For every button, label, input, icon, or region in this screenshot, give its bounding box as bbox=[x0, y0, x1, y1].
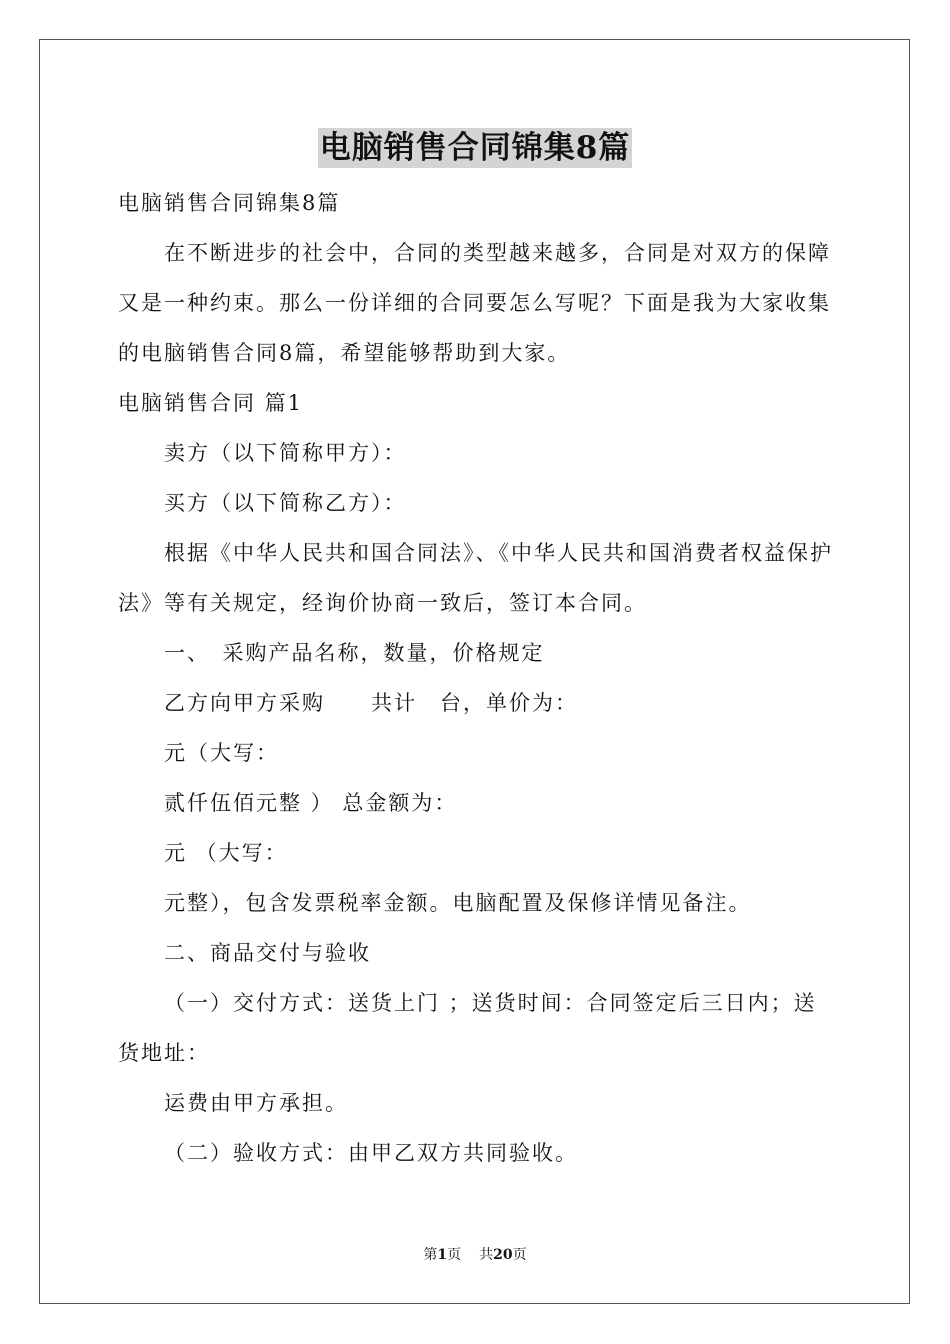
clause-1-heading: 一、 采购产品名称，数量，价格规定 bbox=[164, 641, 545, 665]
acceptance-line: （二）验收方式：由甲乙双方共同验收。 bbox=[164, 1141, 578, 1165]
invoice-note-line: 元整），包含发票税率金额。电脑配置及保修详情见备注。 bbox=[164, 891, 752, 915]
page-footer bbox=[0, 1245, 950, 1265]
buyer-line: 买方（以下简称乙方）： bbox=[164, 491, 407, 515]
unit-price-line: 元（大写： bbox=[164, 741, 279, 765]
page-suffix: 页 bbox=[447, 1247, 462, 1263]
total-price-line: 元 （大写： bbox=[164, 841, 288, 865]
purchase-quantity-line: 乙方向甲方采购 共计 台，单价为： bbox=[164, 691, 578, 715]
document-title: 电脑销售合同锦集8篇 bbox=[319, 130, 631, 166]
legal-basis-paragraph: 根据《中华人民共和国合同法》、《中华人民共和国消费者权益保护法》等有关规定，经询价协商一致后，签订本合同。 bbox=[118, 541, 833, 615]
page-number: 1 bbox=[437, 1247, 448, 1263]
freight-line: 运费由甲方承担。 bbox=[164, 1091, 348, 1115]
document-body bbox=[118, 178, 834, 1178]
delivery-method-paragraph: （一）交付方式：送货上门 ；送货时间：合同签定后三日内；送货地址： bbox=[118, 991, 817, 1065]
amount-in-words-line: 贰仟伍佰元整 ） 总金额为： bbox=[164, 791, 458, 815]
total-suffix: 页 bbox=[512, 1247, 527, 1263]
total-pages: 20 bbox=[493, 1247, 513, 1263]
seller-line: 卖方（以下简称甲方）： bbox=[164, 441, 407, 465]
subtitle-line: 电脑销售合同锦集8篇 bbox=[118, 191, 341, 215]
total-prefix: 共 bbox=[479, 1247, 494, 1263]
intro-paragraph: 在不断进步的社会中，合同的类型越来越多，合同是对双方的保障又是一种约束。那么一份详细的合同要怎么写呢？下面是我为大家收集的电脑销售合同8篇，希望能够帮助到大家。 bbox=[118, 241, 831, 365]
title-container bbox=[0, 128, 950, 168]
page-prefix: 第 bbox=[423, 1247, 438, 1263]
clause-2-heading: 二、商品交付与验收 bbox=[164, 941, 371, 965]
section-heading: 电脑销售合同 篇1 bbox=[118, 391, 304, 415]
